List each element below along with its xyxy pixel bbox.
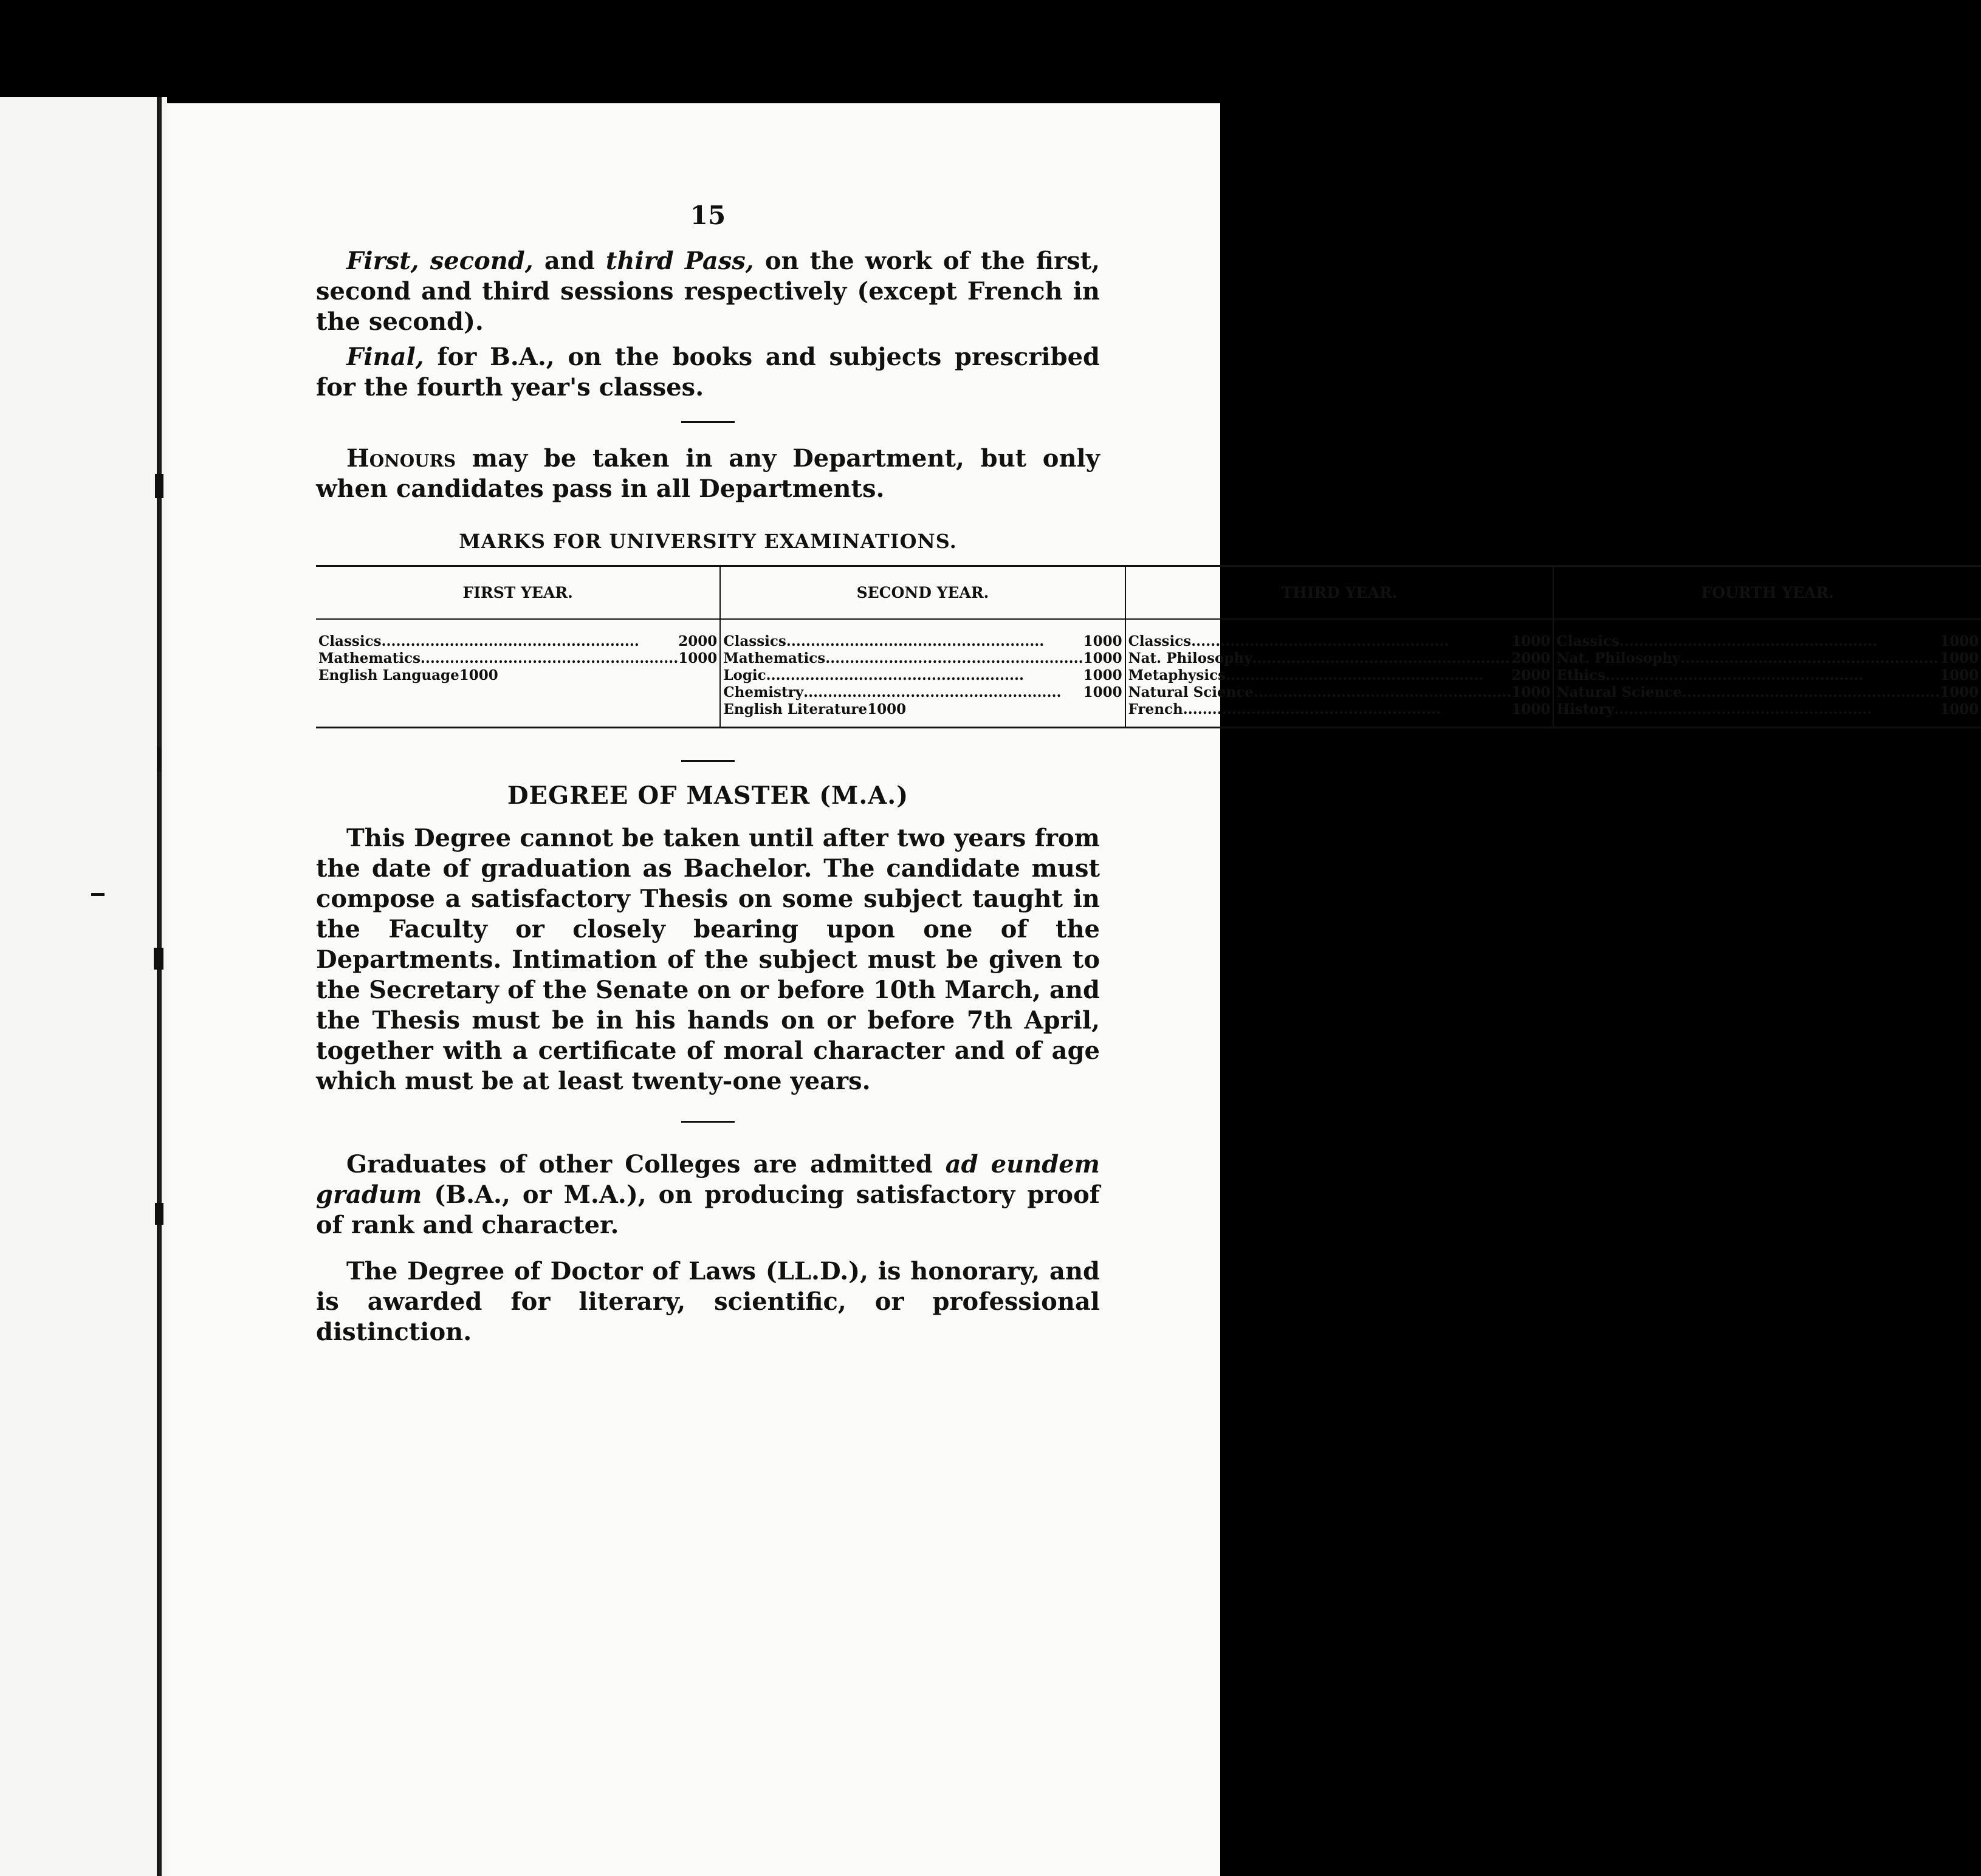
table-row: Metaphysics ..... 2000 — [1128, 667, 1551, 684]
pass-paragraph-text: on the work of the first, second and third sessions respectively (except French in the second). — [316, 247, 1100, 336]
second-word: second, — [430, 247, 534, 275]
doctor-paragraph: The Degree of Doctor of Laws (LL.D.), is honorary, and is awarded for literary, scientific, or professional distinction. — [316, 1257, 1100, 1346]
table-row: Nat. Philosophy ..... 2000 — [1128, 650, 1551, 667]
honours-word: Honours — [346, 444, 456, 473]
binding-mark — [157, 747, 162, 772]
section-divider — [681, 1121, 735, 1123]
table-row: Natural Science ..... 1000 — [1128, 684, 1551, 701]
table-row: Classics ..... 1000 — [1128, 633, 1551, 650]
third-year-column — [1125, 619, 1554, 728]
table-row: History ..... 1000 — [1556, 701, 1979, 718]
section-divider — [681, 760, 735, 762]
table-row: Classics ..... 1000 — [723, 633, 1122, 650]
ad-eundem-gradum: ad eundem gradum — [316, 1150, 1100, 1209]
pass-paragraph — [316, 246, 1100, 337]
second-year-column — [720, 619, 1125, 728]
table-row: English Literature 1000 — [723, 701, 907, 717]
marks-table-title: MARKS FOR UNIVERSITY EXAMINATIONS. — [459, 530, 957, 553]
table-row: Chemistry ..... 1000 — [723, 684, 1122, 701]
honours-text: may be taken in any Department, but only when candidates pass in all Departments. — [316, 444, 1100, 503]
table-row: Classics ..... 2000 — [318, 633, 717, 650]
header-third-year: THIRD YEAR. — [1125, 567, 1554, 619]
binding-mark — [155, 474, 163, 498]
third-pass: third Pass, — [605, 247, 754, 275]
graduates-paragraph — [316, 1149, 1100, 1241]
section-divider — [681, 421, 735, 423]
page-content — [316, 200, 1979, 1347]
graduates-text-rest: (B.A., or M.A.), on producing satisfactory proof of rank and character. — [316, 1180, 1100, 1239]
table-row: Mathematics ..... 1000 — [723, 650, 1122, 667]
binding-mark — [91, 893, 105, 896]
and-word: and — [533, 247, 606, 275]
facing-page — [0, 97, 167, 1876]
page-number: 15 — [690, 200, 726, 230]
table-row: Ethics ..... 1000 — [1556, 667, 1979, 684]
master-paragraph: This Degree cannot be taken until after two years from the date of graduation as Bachelor. The candidate must compose a satisfactory Thesis on some subject taught in the Faculty or closely bearing upon one of the Departments. Intimation of the subject must be given to the Secretary of the Senate on or before 10th March, and the Thesis must be in his hands on or before 7th April, together with a certificate of moral character and of age which must be at least twenty-one years. — [316, 824, 1100, 1095]
final-paragraph-text: for B.A., on the books and subjects prescribed for the fourth year's classes. — [316, 343, 1100, 402]
table-row: Mathematics ..... 1000 — [318, 650, 717, 667]
header-fourth-year: FOURTH YEAR. — [1553, 567, 1981, 619]
master-heading: DEGREE OF MASTER (M.A.) — [507, 781, 909, 810]
binding-mark — [154, 948, 163, 970]
table-row: Nat. Philosophy ..... 1000 — [1556, 650, 1979, 667]
book-page — [167, 103, 1979, 1876]
binding-mark — [155, 1203, 163, 1225]
final-word: Final, — [346, 343, 424, 371]
book-spine — [157, 97, 162, 1876]
graduates-text: Graduates of other Colleges are admitted — [346, 1150, 946, 1179]
first-word: First, — [346, 247, 419, 275]
table-row: Logic ..... 1000 — [723, 667, 1122, 684]
table-row: Natural Science ..... 1000 — [1556, 684, 1979, 701]
marks-table — [316, 565, 1981, 728]
first-year-column — [316, 619, 720, 728]
table-row: English Language 1000 — [318, 667, 498, 683]
honours-paragraph — [316, 443, 1100, 504]
header-second-year: SECOND YEAR. — [720, 567, 1125, 619]
fourth-year-column — [1553, 619, 1981, 728]
table-row: French ..... 1000 — [1128, 701, 1551, 718]
table-row: Classics ..... 1000 — [1556, 633, 1979, 650]
header-first-year: FIRST YEAR. — [316, 567, 720, 619]
final-paragraph — [316, 342, 1100, 403]
